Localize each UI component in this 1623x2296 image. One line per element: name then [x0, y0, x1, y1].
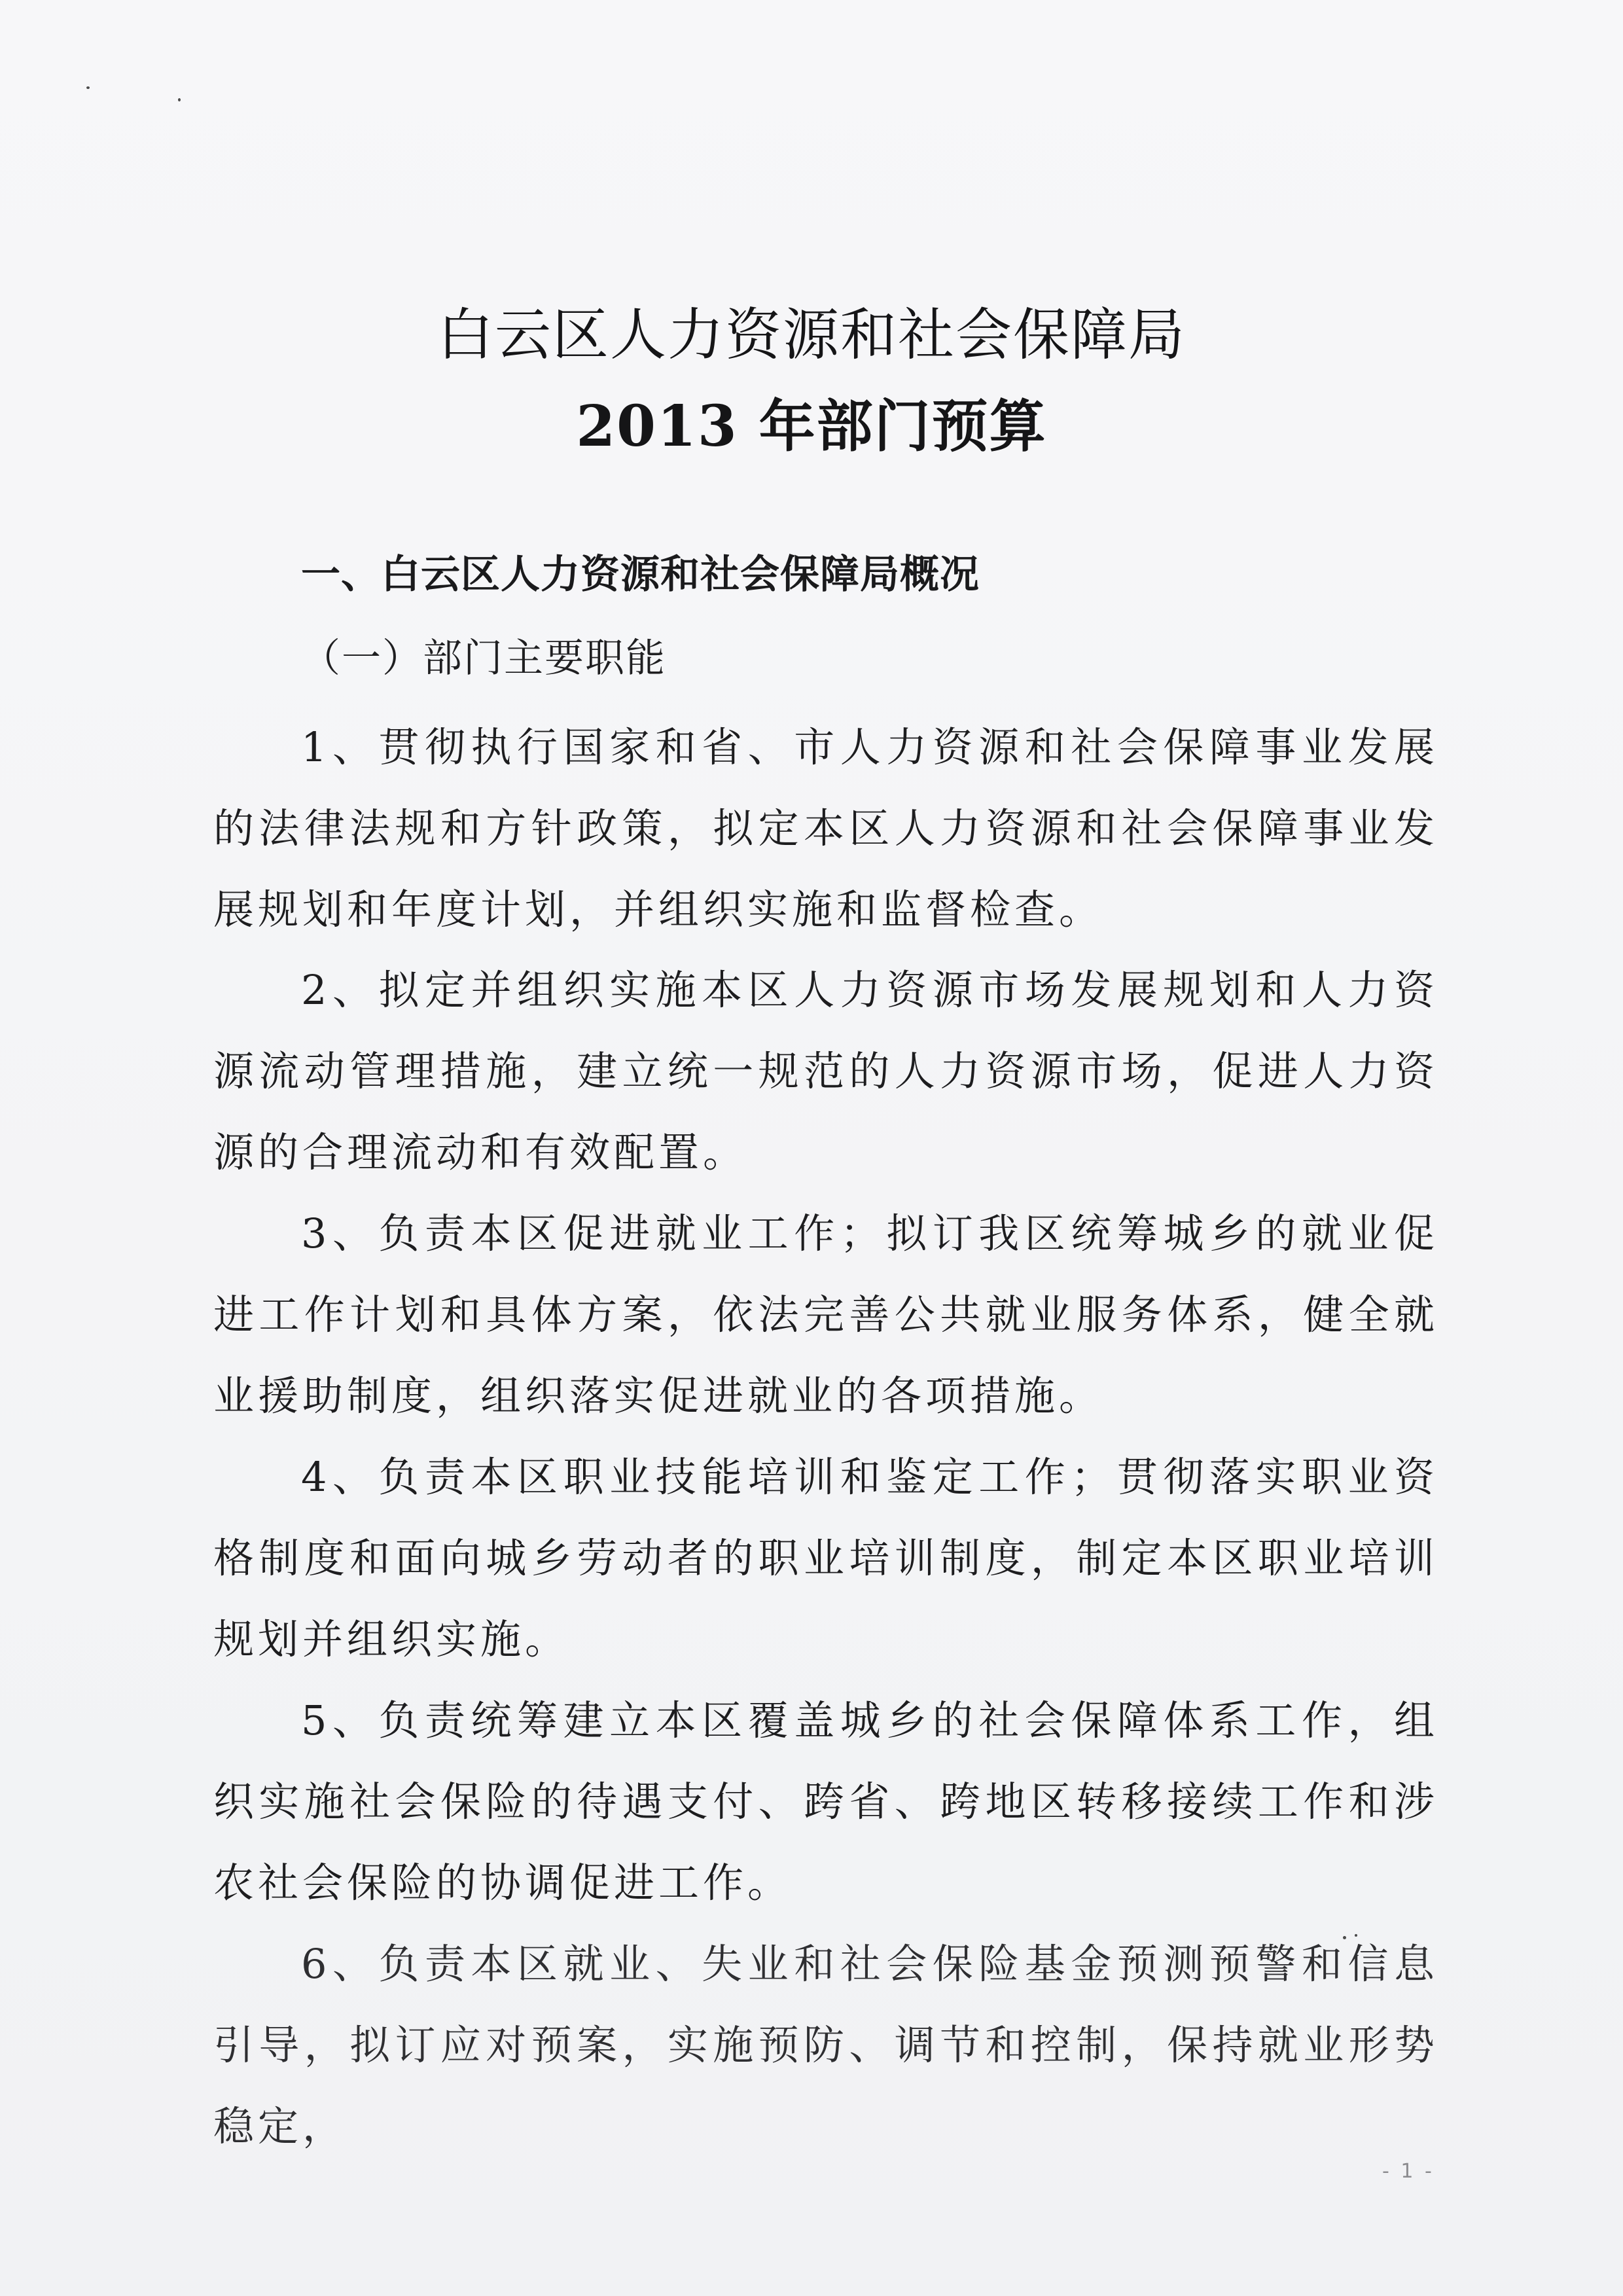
paragraph-5: 5、负责统筹建立本区覆盖城乡的社会保障体系工作，组织实施社会保险的待遇支付、跨省、跨地区转移接续工作和涉农社会保险的协调促进工作。: [213, 1696, 1438, 1907]
paragraph-3: 3、负责本区促进就业工作；拟订我区统筹城乡的就业促进工作计划和具体方案，依法完善公共就业服务体系，健全就业援助制度，组织落实促进就业的各项措施。: [213, 1210, 1438, 1420]
document-subtitle: 2013 年部门预算: [576, 393, 1047, 459]
section-heading: 一、白云区人力资源和社会保障局概况: [301, 552, 980, 598]
page-number: - 1 -: [1382, 2160, 1435, 2183]
scan-speck: [86, 86, 90, 89]
paragraph-1: 1、贯彻执行国家和省、市人力资源和社会保障事业发展的法律法规和方针政策，拟定本区人力资源和社会保障事业发展规划和年度计划，并组织实施和监督检查。: [213, 723, 1438, 933]
paragraph-2: 2、拟定并组织实施本区人力资源市场发展规划和人力资源流动管理措施，建立统一规范的人力资源市场，促进人力资源的合理流动和有效配置。: [213, 966, 1438, 1176]
scan-speck: [178, 98, 181, 101]
document-title: 白云区人力资源和社会保障局: [437, 302, 1186, 368]
subsection-heading: （一）部门主要职能: [301, 636, 666, 681]
paragraph-4: 4、负责本区职业技能培训和鉴定工作；贯彻落实职业资格制度和面向城乡劳动者的职业培训制度，制定本区职业培训规划并组织实施。: [213, 1453, 1438, 1663]
paragraph-6: 6、负责本区就业、失业和社会保险基金预测预警和信息引导，拟订应对预案，实施预防、调节和控制，保持就业形势稳定，: [213, 1940, 1438, 2150]
